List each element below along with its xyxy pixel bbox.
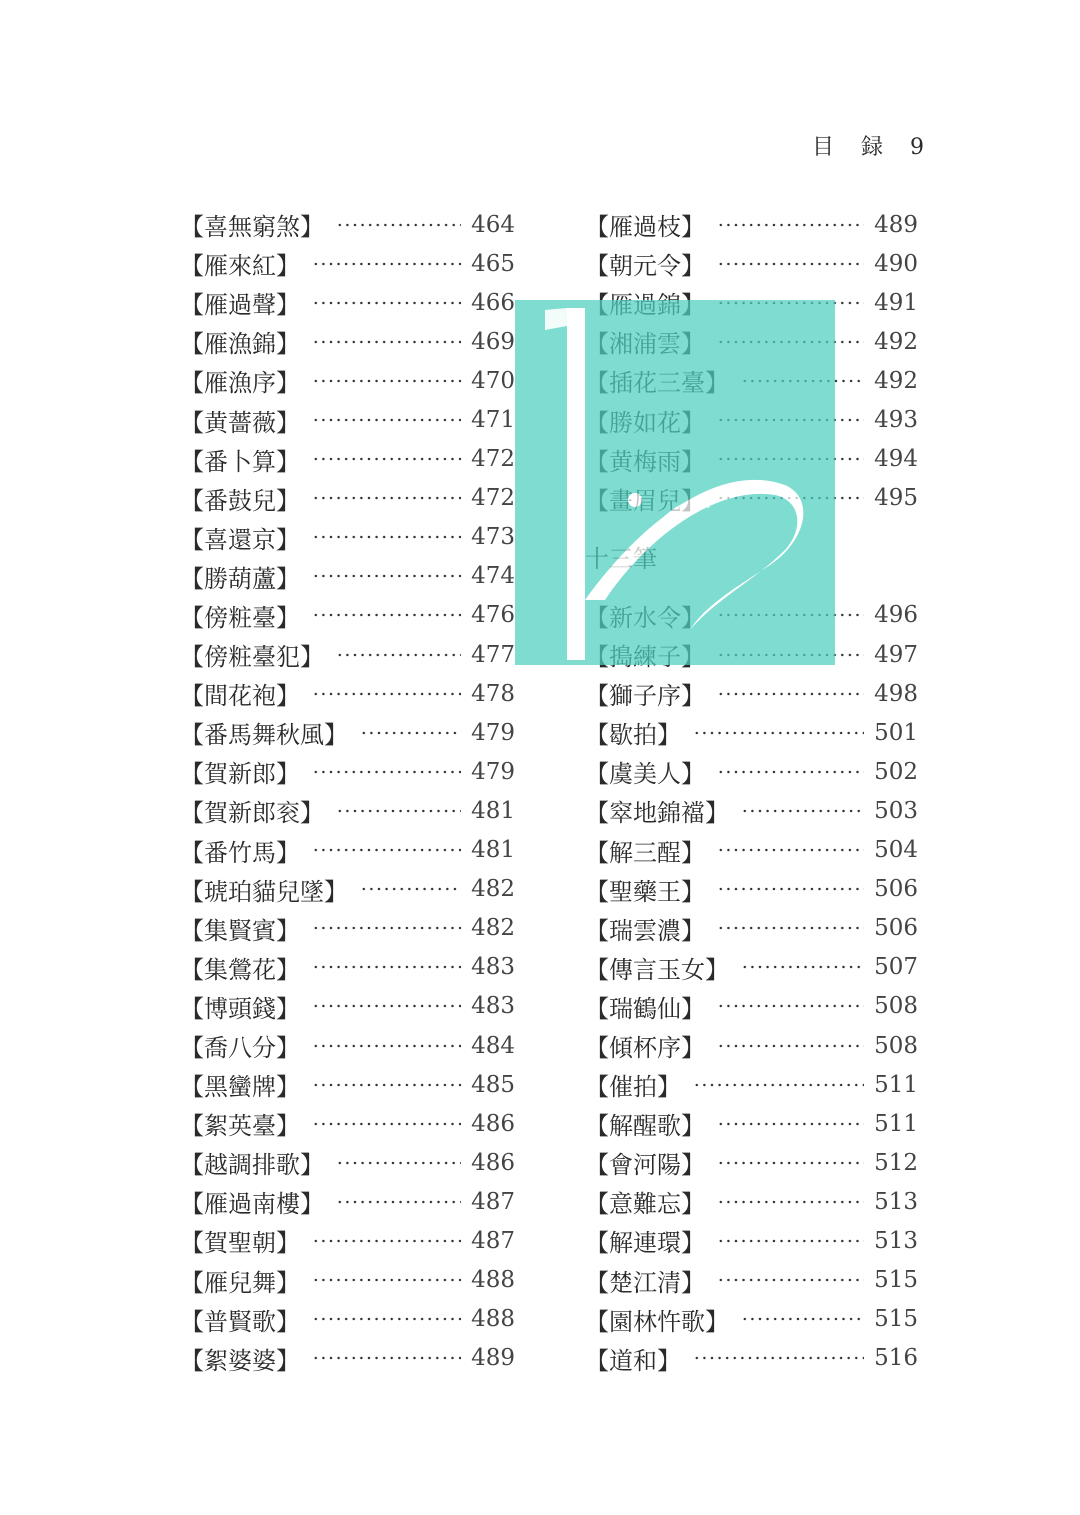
page-header (812, 130, 924, 161)
header-title-char-1: 目 (812, 135, 835, 160)
toc-entry-title: 【楚江清】 (585, 1268, 705, 1297)
toc-entry-page: 487 (471, 1188, 515, 1215)
toc-entry-page: 488 (471, 1306, 515, 1333)
toc-entry-page: 512 (874, 1149, 918, 1176)
toc-entry-page: 489 (471, 1345, 515, 1372)
dot-leader (312, 340, 461, 344)
toc-entry-page: 483 (471, 993, 515, 1020)
toc-entry (180, 635, 515, 674)
dot-leader (312, 301, 461, 305)
toc-entry (180, 1143, 515, 1182)
toc-entry-title: 【番馬舞秋風】 (180, 721, 348, 750)
toc-entry-page: 486 (471, 1110, 515, 1137)
toc-entry (180, 596, 515, 635)
dot-leader (717, 926, 864, 930)
toc-entry-page: 495 (874, 485, 918, 512)
toc-entry (180, 1182, 515, 1221)
dot-leader (717, 1044, 864, 1048)
toc-entry-page: 515 (874, 1306, 918, 1333)
toc-entry-page: 478 (471, 680, 515, 707)
toc-entry-page: 491 (874, 289, 918, 316)
toc-entry (585, 244, 918, 283)
toc-entry-title: 【琥珀貓兒墜】 (180, 877, 348, 906)
dot-leader (717, 1004, 864, 1008)
dot-leader (717, 887, 864, 891)
toc-entry-page: 482 (471, 915, 515, 942)
toc-entry (180, 479, 515, 518)
toc-entry (180, 1339, 515, 1378)
dot-leader (741, 1317, 864, 1321)
toc-entry-title: 【賀新郎衮】 (180, 799, 324, 828)
toc-entry-title: 【喜還京】 (180, 525, 300, 554)
toc-entry (180, 987, 515, 1026)
toc-entry (180, 1026, 515, 1065)
toc-entry-title: 【黑蠻牌】 (180, 1073, 300, 1102)
toc-entry-page: 474 (471, 563, 515, 590)
toc-entry-page: 513 (874, 1188, 918, 1215)
toc-entry (180, 518, 515, 557)
dot-leader (360, 887, 461, 891)
toc-entry-title: 【賀聖朝】 (180, 1229, 300, 1258)
toc-entry-page: 479 (471, 758, 515, 785)
toc-entry (180, 791, 515, 830)
toc-entry-page: 508 (874, 993, 918, 1020)
toc-entry-page: 473 (471, 524, 515, 551)
toc-entry-title: 【解三酲】 (585, 838, 705, 867)
toc-entry-title: 【越調排歌】 (180, 1151, 324, 1180)
toc-entry-page: 472 (471, 446, 515, 473)
toc-entry-title: 【朝元令】 (585, 252, 705, 281)
dot-leader (312, 574, 461, 578)
dot-leader (336, 1161, 461, 1165)
dot-leader (717, 1161, 864, 1165)
dot-leader (312, 848, 461, 852)
toc-entry-page: 485 (471, 1071, 515, 1098)
toc-entry-title: 【雁過南樓】 (180, 1190, 324, 1219)
toc-entry (180, 752, 515, 791)
page-number: 9 (910, 135, 925, 160)
toc-entry-title: 【番竹馬】 (180, 838, 300, 867)
toc-entry-title: 【獅子序】 (585, 682, 705, 711)
toc-entry-title: 【窣地錦襠】 (585, 799, 729, 828)
toc-entry-title: 【傍粧臺犯】 (180, 643, 324, 672)
toc-entry-title: 【虞美人】 (585, 760, 705, 789)
toc-entry-title: 【解連環】 (585, 1229, 705, 1258)
toc-entry-page: 481 (471, 797, 515, 824)
toc-entry (585, 870, 918, 909)
dot-leader (312, 926, 461, 930)
toc-entry-title: 【催拍】 (585, 1073, 681, 1102)
toc-entry-title: 【瑞鶴仙】 (585, 994, 705, 1023)
toc-entry-title: 【歇拍】 (585, 721, 681, 750)
toc-entry-page: 498 (874, 680, 918, 707)
toc-entry-page: 466 (471, 289, 515, 316)
dot-leader (312, 1122, 461, 1126)
header-title-char-2: 録 (861, 135, 884, 160)
toc-entry-page: 508 (874, 1032, 918, 1059)
toc-entry-page: 506 (874, 876, 918, 903)
toc-entry (180, 948, 515, 987)
toc-entry-title: 【雁漁序】 (180, 369, 300, 398)
toc-entry-title: 【意難忘】 (585, 1190, 705, 1219)
dot-leader (717, 1239, 864, 1243)
toc-entry-page: 484 (471, 1032, 515, 1059)
dot-leader (312, 1317, 461, 1321)
toc-entry-page: 494 (874, 446, 918, 473)
toc-entry (180, 1300, 515, 1339)
dot-leader (312, 965, 461, 969)
toc-entry (180, 1104, 515, 1143)
dot-leader (312, 496, 461, 500)
toc-entry-title: 【傾杯序】 (585, 1034, 705, 1063)
toc-entry (585, 713, 918, 752)
toc-entry-page: 501 (874, 719, 918, 746)
toc-entry (180, 322, 515, 361)
dot-leader (312, 418, 461, 422)
watermark-logo (515, 300, 835, 665)
toc-entry-page: 492 (874, 367, 918, 394)
dot-leader (717, 1122, 864, 1126)
dot-leader (312, 1356, 461, 1360)
toc-entry-page: 481 (471, 837, 515, 864)
toc-entry-title: 【道和】 (585, 1346, 681, 1375)
toc-entry-title: 【雁過聲】 (180, 291, 300, 320)
dot-leader (336, 223, 461, 227)
toc-entry-page: 516 (874, 1345, 918, 1372)
toc-entry-title: 【傳言玉女】 (585, 955, 729, 984)
toc-entry (585, 205, 918, 244)
toc-entry-page: 483 (471, 954, 515, 981)
toc-entry (585, 1182, 918, 1221)
toc-entry (585, 1221, 918, 1260)
toc-entry (180, 557, 515, 596)
dot-leader (717, 848, 864, 852)
toc-entry-title: 【間花袍】 (180, 682, 300, 711)
toc-entry-title: 【雁漁錦】 (180, 330, 300, 359)
toc-entry-page: 487 (471, 1227, 515, 1254)
dot-leader (336, 809, 461, 813)
toc-entry (180, 283, 515, 322)
toc-entry-page: 476 (471, 602, 515, 629)
toc-entry-title: 【瑞雲濃】 (585, 916, 705, 945)
toc-entry-title: 【番卜算】 (180, 447, 300, 476)
toc-entry-page: 479 (471, 719, 515, 746)
toc-entry (585, 752, 918, 791)
toc-entry (180, 1065, 515, 1104)
toc-entry-title: 【傍粧臺】 (180, 603, 300, 632)
toc-entry-page: 465 (471, 250, 515, 277)
dot-leader (312, 1004, 461, 1008)
toc-entry-page: 472 (471, 485, 515, 512)
dot-leader (312, 1083, 461, 1087)
dot-leader (717, 223, 864, 227)
dot-leader (336, 653, 461, 657)
toc-entry-page: 506 (874, 915, 918, 942)
toc-entry (180, 713, 515, 752)
toc-entry (585, 1261, 918, 1300)
toc-entry-title: 【喬八分】 (180, 1034, 300, 1063)
dot-leader (717, 1278, 864, 1282)
dot-leader (693, 731, 864, 735)
toc-entry-title: 【集賢賓】 (180, 916, 300, 945)
toc-entry (585, 1300, 918, 1339)
toc-entry-page: 486 (471, 1149, 515, 1176)
toc-entry (180, 1261, 515, 1300)
toc-entry (180, 909, 515, 948)
dot-leader (717, 1200, 864, 1204)
toc-entry-page: 502 (874, 758, 918, 785)
toc-entry-page: 503 (874, 797, 918, 824)
toc-entry-page: 492 (874, 328, 918, 355)
dot-leader (741, 809, 864, 813)
toc-entry (585, 909, 918, 948)
toc-entry-page: 489 (874, 211, 918, 238)
toc-entry (585, 987, 918, 1026)
toc-entry (180, 400, 515, 439)
toc-entry-page: 464 (471, 211, 515, 238)
toc-entry (180, 674, 515, 713)
dot-leader (312, 770, 461, 774)
toc-entry (585, 1339, 918, 1378)
dot-leader (312, 1044, 461, 1048)
toc-entry-title: 【園林忤歌】 (585, 1307, 729, 1336)
toc-entry (180, 440, 515, 479)
toc-entry-title: 【黄薔薇】 (180, 408, 300, 437)
toc-entry-title: 【番鼓兒】 (180, 486, 300, 515)
toc-entry-page: 469 (471, 328, 515, 355)
toc-entry-title: 【博頭錢】 (180, 994, 300, 1023)
toc-entry-title: 【賀新郎】 (180, 760, 300, 789)
toc-entry (585, 791, 918, 830)
toc-entry-page: 477 (471, 641, 515, 668)
toc-entry-page: 511 (874, 1110, 918, 1137)
dot-leader (312, 262, 461, 266)
toc-entry-title: 【集鶯花】 (180, 955, 300, 984)
dot-leader (360, 731, 461, 735)
toc-entry (585, 674, 918, 713)
toc-entry-title: 【絮婆婆】 (180, 1346, 300, 1375)
toc-entry (585, 1104, 918, 1143)
toc-entry-title: 【普賢歌】 (180, 1307, 300, 1336)
dot-leader (312, 457, 461, 461)
toc-entry (180, 1221, 515, 1260)
toc-entry (180, 831, 515, 870)
toc-entry (585, 1065, 918, 1104)
dot-leader (741, 965, 864, 969)
toc-left-column (180, 205, 515, 1378)
toc-entry (585, 1026, 918, 1065)
toc-entry (585, 948, 918, 987)
dot-leader (717, 692, 864, 696)
dot-leader (312, 692, 461, 696)
calligraphy-logo-icon (515, 300, 835, 665)
dot-leader (336, 1200, 461, 1204)
dot-leader (312, 379, 461, 383)
toc-entry (180, 244, 515, 283)
dot-leader (312, 535, 461, 539)
toc-entry (180, 870, 515, 909)
toc-entry-page: 507 (874, 954, 918, 981)
toc-entry-page: 511 (874, 1071, 918, 1098)
toc-entry-title: 【勝葫蘆】 (180, 564, 300, 593)
dot-leader (312, 1278, 461, 1282)
toc-entry-title: 【雁過枝】 (585, 213, 705, 242)
toc-entry (585, 831, 918, 870)
toc-entry-page: 471 (471, 407, 515, 434)
toc-entry-page: 482 (471, 876, 515, 903)
toc-entry-page: 470 (471, 367, 515, 394)
toc-entry-title: 【雁兒舞】 (180, 1268, 300, 1297)
toc-entry-title: 【會河陽】 (585, 1151, 705, 1180)
dot-leader (717, 262, 864, 266)
toc-entry (585, 1143, 918, 1182)
toc-entry-page: 488 (471, 1267, 515, 1294)
toc-entry-page: 497 (874, 641, 918, 668)
dot-leader (312, 613, 461, 617)
dot-leader (312, 1239, 461, 1243)
toc-entry-title: 【解醒歌】 (585, 1112, 705, 1141)
toc-entry-page: 496 (874, 602, 918, 629)
toc-entry-page: 515 (874, 1267, 918, 1294)
toc-entry-page: 504 (874, 837, 918, 864)
dot-leader (693, 1083, 864, 1087)
toc-entry-page: 490 (874, 250, 918, 277)
toc-entry-title: 【聖藥王】 (585, 877, 705, 906)
dot-leader (717, 770, 864, 774)
toc-entry-title: 【喜無窮煞】 (180, 213, 324, 242)
toc-entry-title: 【絮英臺】 (180, 1112, 300, 1141)
dot-leader (693, 1356, 864, 1360)
toc-entry-page: 513 (874, 1227, 918, 1254)
toc-entry (180, 205, 515, 244)
toc-entry-page: 493 (874, 407, 918, 434)
toc-entry-title: 【雁來紅】 (180, 252, 300, 281)
toc-entry (180, 361, 515, 400)
